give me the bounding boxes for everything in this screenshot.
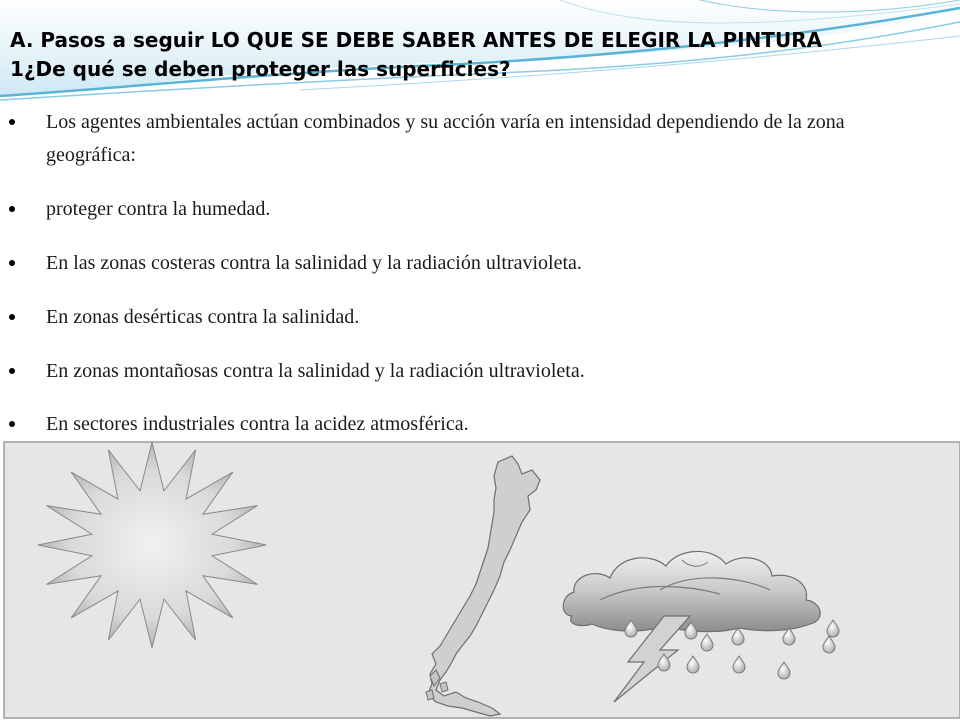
bullet-dot-icon bbox=[9, 421, 15, 427]
bullet-text: En zonas desérticas contra la salinidad. bbox=[46, 306, 360, 328]
bullet-item bbox=[0, 193, 960, 226]
bullet-item bbox=[0, 106, 960, 172]
bullet-dot-icon bbox=[9, 206, 15, 212]
slide-title bbox=[10, 26, 950, 84]
bullet-text: En zonas montañosas contra la salinidad y la radiación ultravioleta. bbox=[46, 360, 585, 382]
illustration-panel bbox=[0, 440, 960, 720]
sun-starburst-icon bbox=[38, 442, 266, 648]
bullet-dot-icon bbox=[9, 260, 15, 266]
bullet-text: En sectores industriales contra la acidez atmosférica. bbox=[46, 413, 469, 435]
title-line-2: 1¿De qué se deben proteger las superficies? bbox=[10, 57, 511, 81]
bullet-dot-icon bbox=[9, 119, 15, 125]
bullet-item bbox=[0, 301, 960, 334]
bullet-text: proteger contra la humedad. bbox=[46, 198, 271, 220]
bullet-item bbox=[0, 247, 960, 280]
bullet-text: Los agentes ambientales actúan combinados y su acción varía en intensidad dependiendo de la zona geográfica: bbox=[46, 111, 845, 166]
bullet-item bbox=[0, 408, 960, 441]
bullet-list bbox=[0, 106, 960, 441]
bullet-item bbox=[0, 355, 960, 388]
bullet-dot-icon bbox=[9, 314, 15, 320]
bullet-text: En las zonas costeras contra la salinidad y la radiación ultravioleta. bbox=[46, 252, 582, 274]
title-line-1: A. Pasos a seguir LO QUE SE DEBE SABER ANTES DE ELEGIR LA PINTURA bbox=[10, 28, 823, 52]
bullet-dot-icon bbox=[9, 368, 15, 374]
